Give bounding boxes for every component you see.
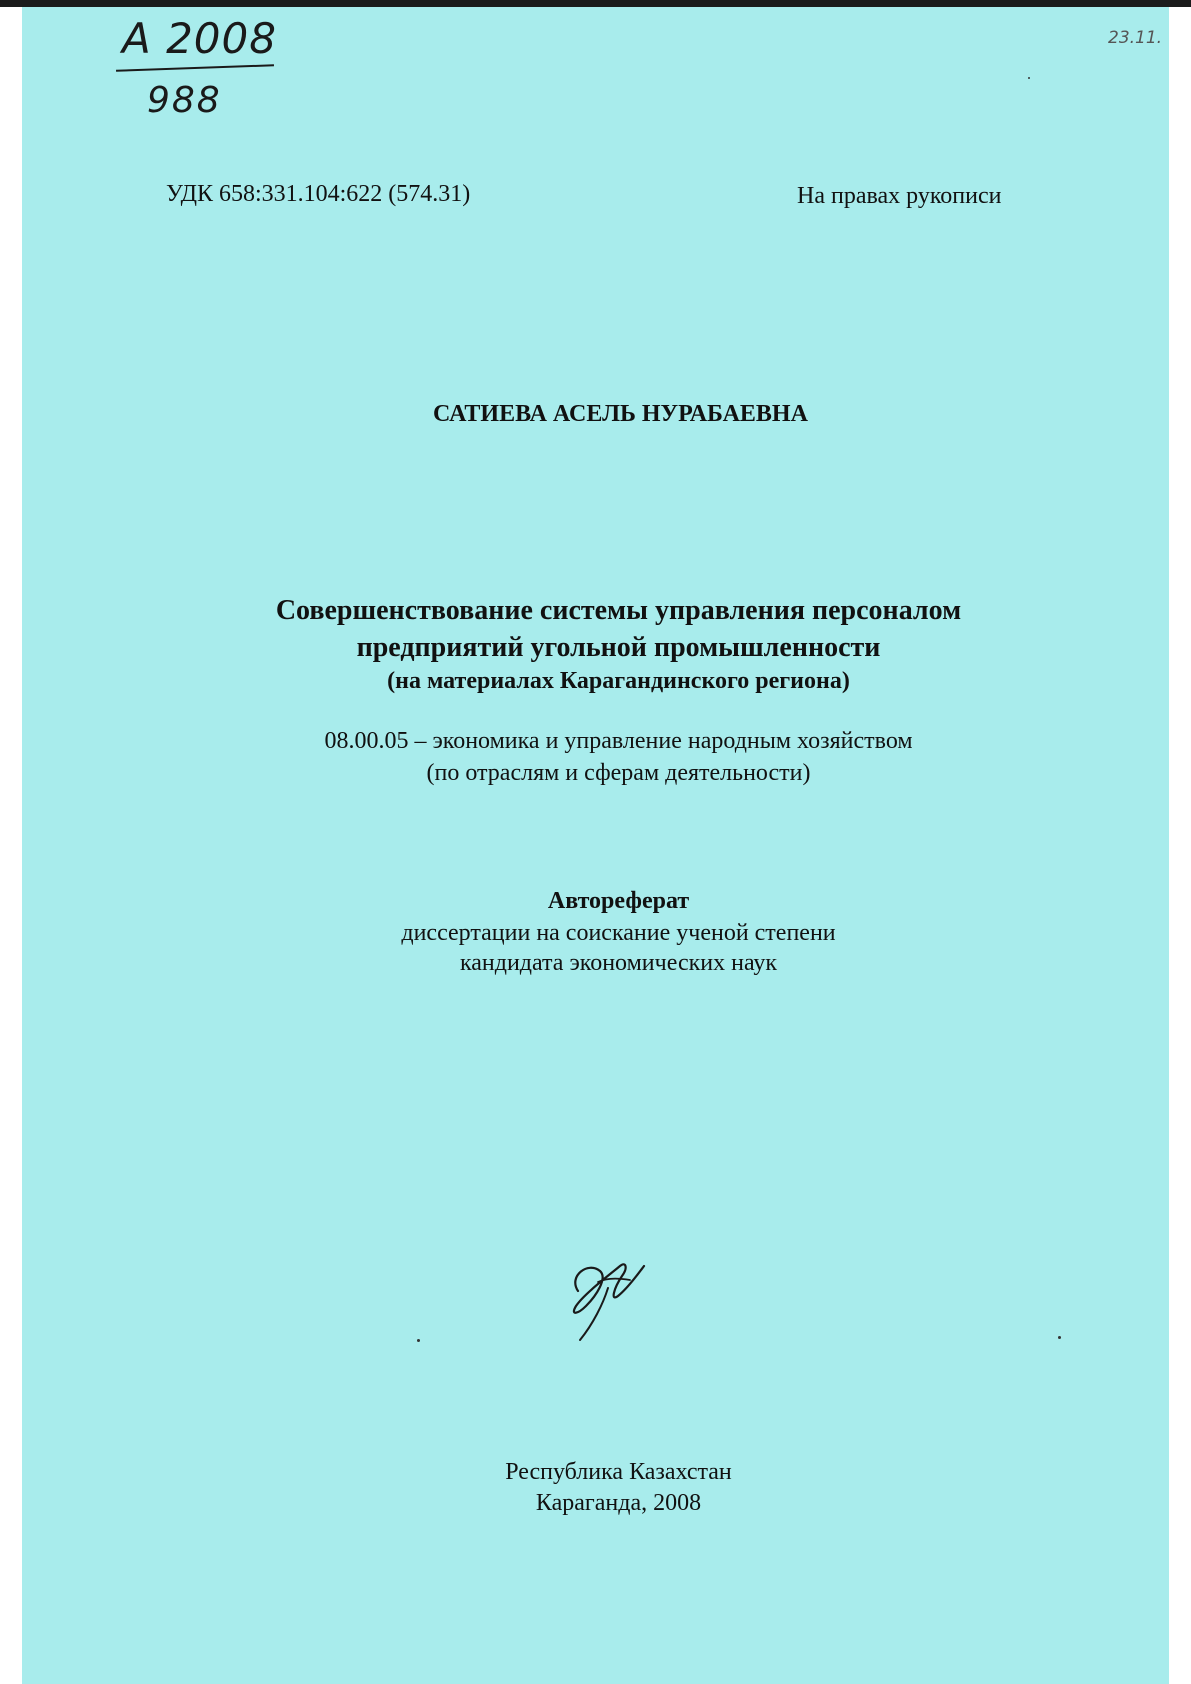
scan-speck [1058, 1336, 1061, 1339]
title-line-2: предприятий угольной промышленности [356, 632, 881, 663]
abstract-line-1: диссертации на соискание ученой степени [401, 920, 836, 946]
abstract-label: Автореферат [547, 888, 690, 914]
handwritten-catalog-code: A 2008 [122, 14, 277, 63]
udk-code: УДК 658:331.104:622 (574.31) [166, 181, 471, 207]
abstract-line-2: кандидата экономических наук [459, 950, 778, 976]
footer-country: Республика Казахстан [505, 1459, 732, 1485]
specialty-line-1: 08.00.05 – экономика и управление народным хозяйством [324, 728, 913, 754]
handwritten-catalog-number: 988 [147, 80, 222, 121]
footer-city-year: Караганда, 2008 [535, 1490, 702, 1516]
scan-speck [417, 1339, 420, 1342]
title-line-1: Совершенствование системы управления персоналом [275, 595, 962, 626]
scan-top-edge [0, 0, 1191, 7]
author-signature [548, 1236, 668, 1346]
title-line-3: (на материалах Карагандинского региона) [387, 668, 850, 694]
handwritten-corner-mark: 23.11. [1108, 28, 1163, 48]
specialty-line-2: (по отраслям и сферам деятельности) [426, 760, 811, 786]
author-name: САТИЕВА АСЕЛЬ НУРАБАЕВНА [433, 401, 808, 427]
scan-speck [1028, 77, 1030, 79]
cover-sheet [22, 7, 1169, 1684]
rights-notice: На правах рукописи [797, 183, 1002, 209]
